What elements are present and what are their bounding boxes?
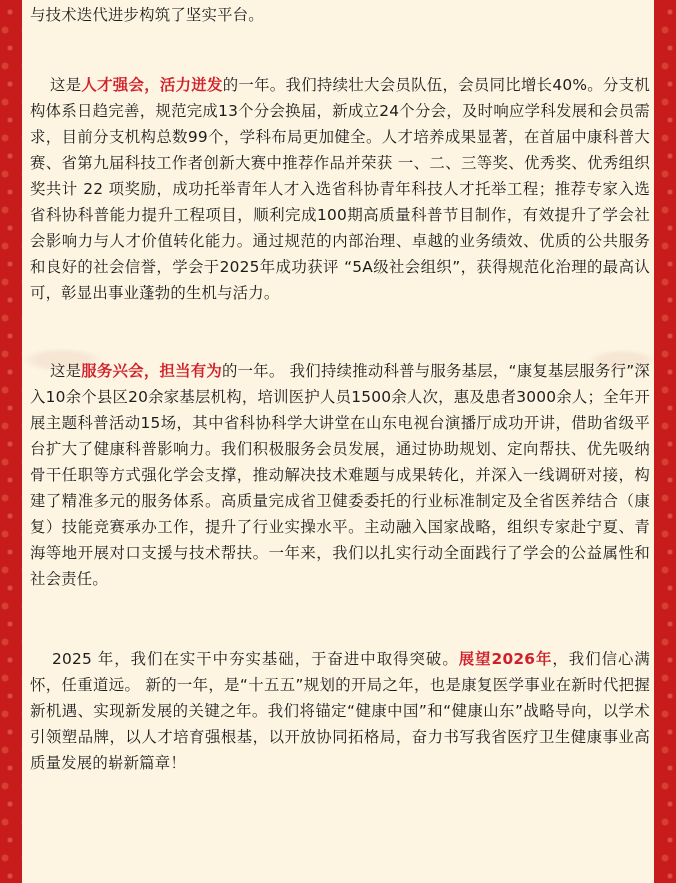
talent-highlight: 人才强会，活力迸发	[81, 76, 223, 94]
outlook-highlight: 展望2026年	[458, 650, 553, 668]
lead-text: 与技术迭代进步构筑了坚实平台。	[30, 6, 264, 24]
outlook-body: ，我们信心满怀，任重道远。 新的一年，是“十五五”规划的开局之年，也是康复医学事业在新时代把握新机遇、实现新发展的关键之年。我们将锚定“健康中国”和“健康山东”战略导向，以学术引领塑品牌，以人才培育强根基，以开放协同拓格局，奋力书写我省医疗卫生健康事业高质量发展的崭新篇章！	[30, 650, 650, 772]
lead-paragraph	[30, 2, 650, 28]
talent-body: 的一年。我们持续壮大会员队伍，会员同比增长40%。分支机构体系日趋完善，规范完成13个分会换届，新成立24个分会，及时响应学科发展和会员需求，目前分支机构总数99个，学科布局更加健全。人才培养成果显著，在首届中康科普大赛、省第九届科技工作者创新大赛中推荐作品并荣获 一、二、三等奖、优秀奖、优秀组织奖共计 22 项奖励，成功托举青年人才入选省科协青年科技人才托举工程；推荐专家入选省科协科普能力提升工程项目，顺利完成100期高质量科普节目制作，有效提升了学会社会影响力与人才价值转化能力。通过规范的内部治理、卓越的业务绩效、优质的公共服务和良好的社会信誉，学会于2025年成功获评 “5A级社会组织”，获得规范化治理的最高认可，彰显出事业蓬勃的生机与活力。	[30, 76, 650, 302]
talent-paragraph	[30, 72, 650, 306]
service-prefix: 这是	[50, 362, 82, 380]
outlook-paragraph	[30, 646, 650, 776]
service-paragraph	[30, 358, 650, 592]
outlook-prefix: 2025 年，我们在实干中夯实基础，于奋进中取得突破。	[52, 650, 459, 668]
service-body: 的一年。 我们持续推动科普与服务基层，“康复基层服务行”深入10余个县区20余家基层机构，培训医护人员1500余人次，惠及患者3000余人；全年开展主题科普活动15场，其中省科协科学大讲堂在山东电视台演播厅成功开讲，借助省级平台扩大了健康科普影响力。我们积极服务会员发展，通过协助规划、定向帮扶、优先吸纳骨干任职等方式强化学会支撑，推动解决技术难题与成果转化，并深入一线调研对接，构建了精准多元的服务体系。高质量完成省卫健委委托的行业标准制定及全省医养结合（康复）技能竞赛承办工作，提升了行业实操水平。主动融入国家战略，组织专家赴宁夏、青海等地开展对口支援与技术帮扶。一年来，我们以扎实行动全面践行了学会的公益属性和社会责任。	[30, 362, 651, 588]
service-highlight: 服务兴会，担当有为	[81, 362, 222, 380]
article-body	[30, 2, 650, 776]
talent-prefix: 这是	[50, 76, 82, 94]
